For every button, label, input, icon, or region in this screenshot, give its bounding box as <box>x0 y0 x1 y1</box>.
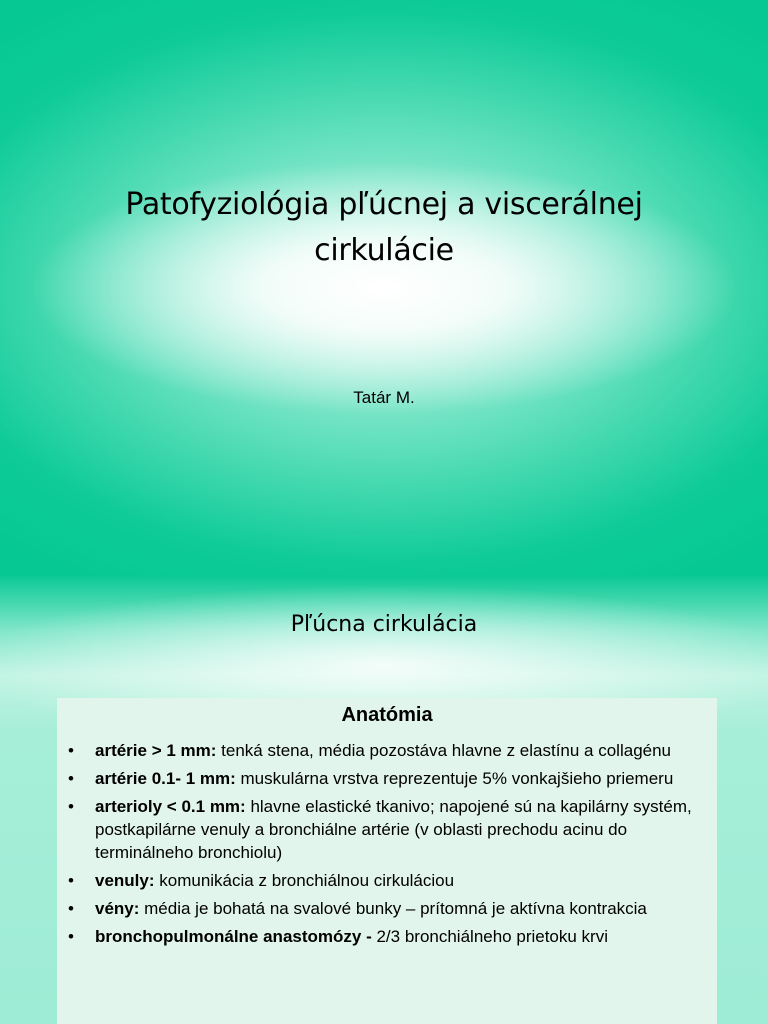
bullet-list <box>57 739 717 948</box>
item-text: média je bohatá na svalové bunky – prítomná je aktívna kontrakcia <box>139 899 647 918</box>
content-box <box>57 698 717 1024</box>
item-text: hlavne elastické tkanivo; napojené sú na kapilárny systém, postkapilárne venuly a bronchiálne artérie (v oblasti prechodu acinu do terminálneho bronchiolu) <box>95 797 692 862</box>
item-text: tenká stena, média pozostáva hlavne z elastínu a collagénu <box>216 741 672 760</box>
bullet-icon: • <box>68 871 74 890</box>
bullet-icon: • <box>68 927 74 946</box>
item-text: 2/3 bronchiálneho prietoku krvi <box>371 927 608 946</box>
item-text: muskulárna vrstva reprezentuje 5% vonkajšieho priemeru <box>235 769 674 788</box>
item-term: artérie > 1 mm: <box>95 741 217 760</box>
slide-title: Pľúcna cirkulácia <box>290 612 478 637</box>
item-term: vény: <box>95 899 140 918</box>
content-slide <box>0 576 768 1024</box>
slide-author: Tatár M. <box>353 388 415 407</box>
bullet-icon: • <box>68 899 74 918</box>
item-text: komunikácia z bronchiálnou cirkuláciou <box>154 871 455 890</box>
bullet-icon: • <box>68 797 74 816</box>
item-term: bronchopulmonálne anastomózy - <box>95 927 372 946</box>
slide-title: Patofyziológia pľúcnej a viscerálnej cirkulácie <box>125 187 643 268</box>
item-term: venuly: <box>95 871 155 890</box>
item-term: artérie 0.1- 1 mm: <box>95 769 236 788</box>
list-item <box>68 795 703 864</box>
bullet-icon: • <box>68 741 74 760</box>
bullet-icon: • <box>68 769 74 788</box>
list-item <box>68 869 703 892</box>
list-item <box>68 767 703 790</box>
list-item <box>68 925 703 948</box>
list-item <box>68 897 703 920</box>
item-term: arterioly < 0.1 mm: <box>95 797 246 816</box>
list-item <box>68 739 703 762</box>
box-heading: Anatómia <box>341 704 433 726</box>
